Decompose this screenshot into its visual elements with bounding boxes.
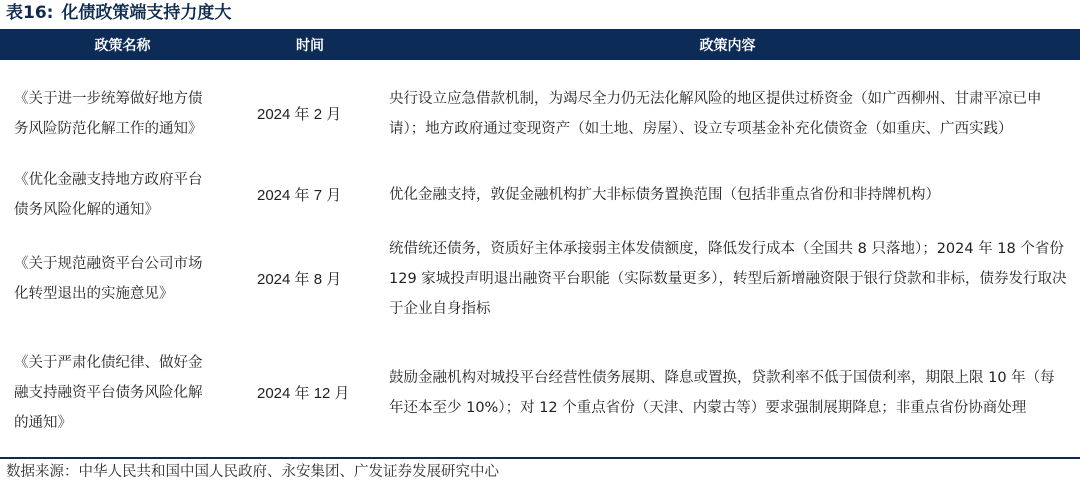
- table-row: [0, 336, 1080, 449]
- table-caption: [6, 0, 231, 26]
- policy-content-cell: 优化金融支持，敦促金融机构扩大非标债务置换范围（包括非重点省份和非持牌机构）: [389, 186, 940, 203]
- policy-table: [0, 29, 1080, 449]
- policy-name-cell: 《关于规范融资平台公司市场 化转型退出的实施意见》: [14, 255, 203, 302]
- policy-date-cell: 2024 年 2 月: [257, 106, 342, 123]
- header-policy-name: 政策名称: [94, 37, 151, 54]
- policy-date-cell: 2024 年 12 月: [257, 385, 350, 402]
- table-number: 表16:: [6, 3, 54, 23]
- table-title: 化债政策端支持力度大: [61, 3, 232, 23]
- policy-name-cell: 《关于进一步统筹做好地方债 务风险防范化解工作的通知》: [14, 90, 203, 137]
- table-row: [0, 227, 1080, 330]
- policy-date-cell: 2024 年 8 月: [257, 271, 342, 288]
- policy-content-cell: 统借统还债务，资质好主体承接弱主体发债额度，降低发行成本（全国共 8 只落地）；2024 年 18 个省份 129 家城投声明退出融资平台职能（实际数量更多），转型后新增融资限于银行贷款和非标，债券发行取决于企业自身指标: [389, 240, 1067, 317]
- policy-content-cell: 央行设立应急借款机制，为竭尽全力仍无法化解风险的地区提供过桥资金（如广西柳州、甘肃平凉已申请）；地方政府通过变现资产（如土地、房屋）、设立专项基金补充化债资金（如重庆、广西实践）: [389, 90, 1042, 137]
- table-bottom-rule: [0, 457, 1080, 459]
- policy-content-cell: 鼓励金融机构对城投平台经营性债务展期、降息或置换，贷款利率不低于国债利率，期限上限 10 年（每年还本至少 10%）；对 12 个重点省份（天津、内蒙古等）要求强制展期降息；非重点省份协商处理: [389, 369, 1055, 416]
- policy-date-cell: 2024 年 7 月: [257, 187, 342, 204]
- table-row: [0, 162, 1080, 227]
- header-time: 时间: [296, 37, 324, 54]
- table-row: [0, 65, 1080, 162]
- data-source-note: 数据来源：中华人民共和国中国人民政府、永安集团、广发证券发展研究中心: [6, 464, 499, 480]
- header-policy-content: 政策内容: [699, 37, 756, 54]
- table-header: [0, 29, 1080, 60]
- policy-name-cell: 《优化金融支持地方政府平台 债务风险化解的通知》: [14, 171, 203, 218]
- policy-name-cell: 《关于严肃化债纪律、做好金 融支持融资平台债务风险化解 的通知》: [14, 354, 203, 431]
